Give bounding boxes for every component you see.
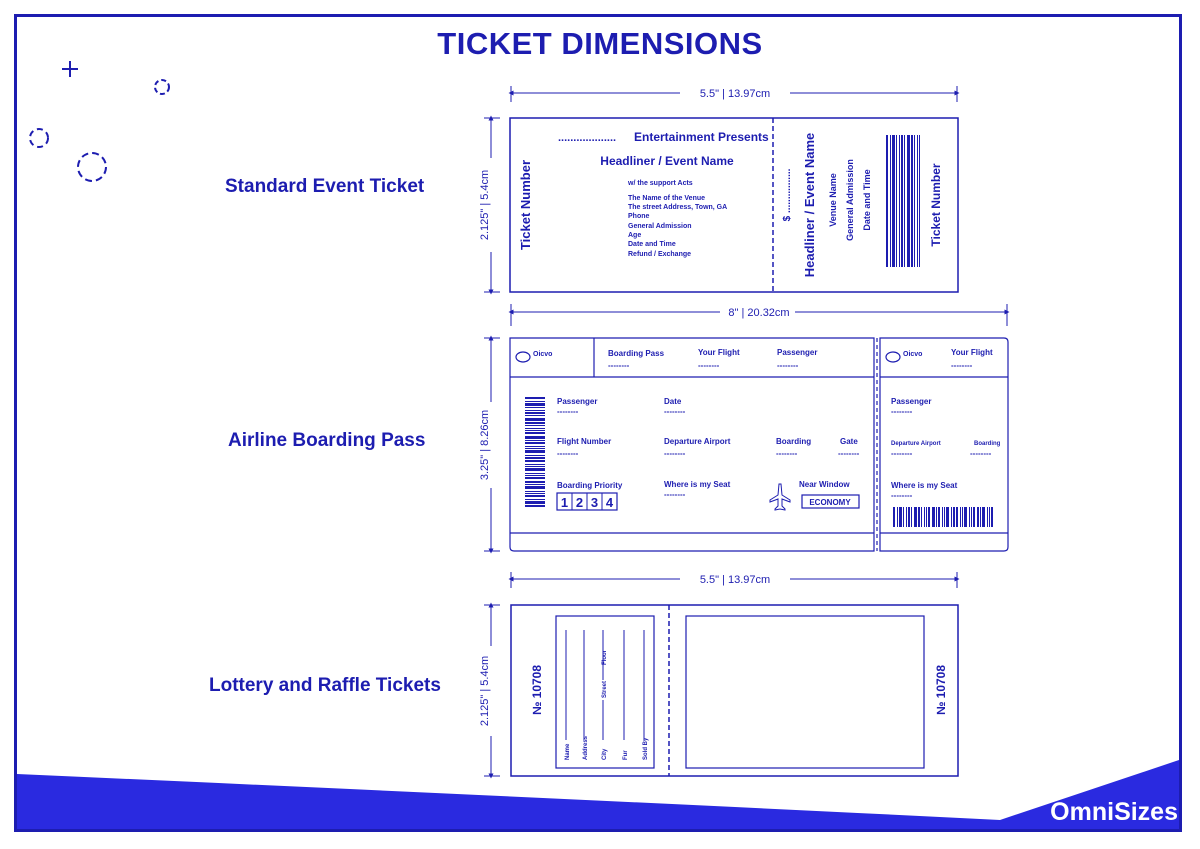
barcode-bar xyxy=(897,507,898,527)
raffle-text xyxy=(530,649,948,760)
barcode-bar xyxy=(886,135,888,267)
barcode-bar xyxy=(969,507,970,527)
blank-line: -------- xyxy=(970,449,992,458)
barcode-bar xyxy=(899,507,902,527)
stub-field-boarding: Boarding xyxy=(974,441,1001,447)
boarding-barcode xyxy=(525,397,545,507)
field-passenger: Passenger xyxy=(557,397,598,406)
detail-line: The street Address, Town, GA xyxy=(628,204,728,211)
field-departure-airport: Departure Airport xyxy=(664,437,731,446)
field-near-window: Near Window xyxy=(799,480,850,489)
row-label-raffle: Lottery and Raffle Tickets xyxy=(209,675,441,696)
barcode-bar xyxy=(525,410,545,411)
barcode-bar xyxy=(525,486,545,489)
field-where-seat: Where is my Seat xyxy=(664,480,731,489)
barcode-bar xyxy=(525,481,545,483)
barcode-bar xyxy=(946,507,949,527)
dashed-circle-icon xyxy=(78,153,106,181)
barcode-bar xyxy=(918,507,920,527)
blank-line: -------- xyxy=(891,449,913,458)
raffle-number-left: № 10708 xyxy=(530,664,544,716)
barcode-bar xyxy=(932,507,935,527)
stub-admission-label: General Admission xyxy=(845,159,855,241)
barcode-bar xyxy=(928,507,930,527)
barcode-bar xyxy=(944,507,945,527)
raffle-number-right: № 10708 xyxy=(934,664,948,716)
event-ticket-height-label: 2.125" | 5.4cm xyxy=(479,169,491,241)
barcode-bar xyxy=(971,507,972,527)
barcode-bar xyxy=(956,507,958,527)
barcode-bar xyxy=(911,135,913,267)
blank-line: -------- xyxy=(698,361,720,370)
barcode-bar xyxy=(908,507,910,527)
decorative-sparkles xyxy=(30,61,169,181)
stub-price-label: $ ................ xyxy=(782,168,793,222)
dashed-circle-icon xyxy=(30,129,48,147)
stub-venue-label: Venue Name xyxy=(828,173,838,227)
airplane-icon xyxy=(770,484,790,510)
barcode-bar xyxy=(525,403,545,406)
stub-field-departure-airport: Departure Airport xyxy=(891,441,941,447)
barcode-bar xyxy=(911,507,912,527)
boarding-pass-height-label: 3.25" | 8.26cm xyxy=(479,409,491,481)
dashed-circle-icon xyxy=(155,80,169,94)
detail-line: Phone xyxy=(628,213,650,220)
raffle-height-label: 2.125" | 5.4cm xyxy=(479,655,491,727)
barcode-bar xyxy=(525,412,545,414)
boarding-pass-text xyxy=(533,348,1001,500)
headliner-label: Headliner / Event Name xyxy=(600,154,734,168)
barcode-bar xyxy=(525,428,545,429)
barcode-bar xyxy=(525,495,545,497)
raffle-field-floor: Floor xyxy=(602,650,608,665)
raffle-width-label: 5.5" | 13.97cm xyxy=(699,574,771,586)
barcode-bar xyxy=(936,507,937,527)
raffle-dimensions xyxy=(484,572,957,776)
boarding-stub-barcode xyxy=(893,507,993,527)
barcode-bar xyxy=(924,507,925,527)
raffle-field-city: City xyxy=(602,748,608,760)
stub-date-label: Date and Time xyxy=(862,169,872,231)
barcode-bar xyxy=(921,507,922,527)
economy-badge xyxy=(802,495,859,508)
barcode-bar xyxy=(525,425,545,426)
barcode-bar xyxy=(962,507,963,527)
detail-line: General Admission xyxy=(628,223,692,230)
stub-barcode xyxy=(886,135,920,267)
barcode-bar xyxy=(903,507,904,527)
row-label-boarding-pass: Airline Boarding Pass xyxy=(228,430,426,451)
barcode-bar xyxy=(525,484,545,485)
barcode-bar xyxy=(982,507,985,527)
blank-line: -------- xyxy=(838,449,860,458)
header-field-passenger: Passenger xyxy=(777,348,818,357)
barcode-bar xyxy=(899,135,900,267)
stub-field-passenger: Passenger xyxy=(891,397,932,406)
raffle-field-name: Name xyxy=(565,743,571,760)
barcode-bar xyxy=(525,448,545,449)
barcode-bar xyxy=(917,135,918,267)
priority-number: 3 xyxy=(590,495,599,510)
barcode-bar xyxy=(525,457,545,459)
barcode-bar xyxy=(964,507,967,527)
support-label: w/ the support Acts xyxy=(628,180,693,187)
barcode-bar xyxy=(525,415,545,416)
blank-line: -------- xyxy=(664,490,686,499)
page-title: TICKET DIMENSIONS xyxy=(437,26,763,61)
brand-logo: OmniSizes xyxy=(1050,798,1178,826)
barcode-bar xyxy=(525,493,545,494)
presents-dots: ................... xyxy=(558,132,617,144)
boarding-pass-width-label: 8" | 20.32cm xyxy=(728,307,790,319)
field-flight-number: Flight Number xyxy=(557,437,612,446)
header-field-boarding-pass: Boarding Pass xyxy=(608,349,665,358)
blank-line: -------- xyxy=(664,449,686,458)
blank-line: -------- xyxy=(891,407,913,416)
barcode-bar xyxy=(525,446,545,447)
barcode-bar xyxy=(893,507,895,527)
stub-logo-text: Oicvo xyxy=(903,351,923,358)
barcode-bar xyxy=(906,507,907,527)
barcode-bar xyxy=(951,507,952,527)
barcode-bar xyxy=(525,440,545,441)
field-boarding-priority: Boarding Priority xyxy=(557,481,623,490)
priority-boxes xyxy=(557,493,617,510)
raffle-field-street: Street xyxy=(602,680,608,698)
barcode-bar xyxy=(914,507,917,527)
stub-headliner-label: Headliner / Event Name xyxy=(802,132,817,278)
raffle-field-sold-by: Sold By xyxy=(643,737,649,760)
barcode-bar xyxy=(525,499,545,500)
event-ticket xyxy=(510,118,958,292)
raffle-field-address: Address xyxy=(583,735,589,760)
priority-number: 4 xyxy=(605,495,614,510)
blank-line: -------- xyxy=(951,361,973,370)
barcode-bar xyxy=(525,505,545,507)
barcode-bar xyxy=(953,507,955,527)
stub-header-field-your-flight: Your Flight xyxy=(951,348,993,357)
logo-text: Oicvo xyxy=(533,351,553,358)
economy-label: ECONOMY xyxy=(809,498,851,507)
blank-line: -------- xyxy=(557,407,579,416)
field-gate: Gate xyxy=(840,437,858,446)
barcode-bar xyxy=(525,473,545,474)
barcode-bar xyxy=(525,422,545,424)
blank-line: -------- xyxy=(777,361,799,370)
presents-label: Entertainment Presents xyxy=(634,130,769,144)
barcode-bar xyxy=(525,464,545,465)
barcode-bar xyxy=(907,135,910,267)
barcode-bar xyxy=(892,135,895,267)
barcode-bar xyxy=(987,507,988,527)
barcode-bar xyxy=(977,507,979,527)
barcode-bar xyxy=(525,501,545,504)
row-label-event-ticket: Standard Event Ticket xyxy=(225,176,425,197)
barcode-bar xyxy=(919,135,920,267)
barcode-bar xyxy=(980,507,981,527)
barcode-bar xyxy=(896,135,897,267)
detail-line: Age xyxy=(628,232,642,239)
barcode-bar xyxy=(973,507,975,527)
detail-line: Refund / Exchange xyxy=(628,251,692,258)
field-boarding: Boarding xyxy=(776,437,812,446)
event-ticket-width-label: 5.5" | 13.97cm xyxy=(699,88,771,100)
barcode-bar xyxy=(904,135,905,267)
ticket-number-label: Ticket Number xyxy=(518,159,533,251)
barcode-bar xyxy=(960,507,961,527)
barcode-bar xyxy=(890,135,891,267)
barcode-bar xyxy=(525,475,545,476)
blank-line: -------- xyxy=(557,449,579,458)
barcode-bar xyxy=(525,455,545,456)
barcode-bar xyxy=(926,507,927,527)
priority-number: 2 xyxy=(575,495,584,510)
detail-line: The Name of the Venue xyxy=(628,195,706,202)
blank-line: -------- xyxy=(891,491,913,500)
raffle-field-fur: Fur xyxy=(623,750,629,760)
barcode-bar xyxy=(525,460,545,462)
barcode-bar xyxy=(942,507,943,527)
barcode-bar xyxy=(525,397,545,399)
blank-line: -------- xyxy=(664,407,686,416)
header-field-your-flight: Your Flight xyxy=(698,348,740,357)
barcode-bar xyxy=(525,466,545,467)
barcode-bar xyxy=(914,135,915,267)
raffle-ticket xyxy=(511,605,958,776)
barcode-bar xyxy=(525,407,545,408)
barcode-bar xyxy=(525,401,545,402)
barcode-bar xyxy=(901,135,903,267)
barcode-bar xyxy=(525,450,545,453)
detail-line: Date and Time xyxy=(628,241,676,248)
barcode-bar xyxy=(525,430,545,431)
bottom-wave-band xyxy=(17,760,1179,829)
barcode-bar xyxy=(525,491,545,492)
barcode-bar xyxy=(525,436,545,439)
barcode-bar xyxy=(525,477,545,479)
barcode-bar xyxy=(525,442,545,444)
barcode-bar xyxy=(525,418,545,421)
stub-field-where-seat: Where is my Seat xyxy=(891,481,958,490)
barcode-bar xyxy=(525,468,545,471)
barcode-bar xyxy=(938,507,940,527)
priority-number: 1 xyxy=(560,495,569,510)
plus-icon xyxy=(62,61,78,77)
barcode-bar xyxy=(525,432,545,434)
blank-line: -------- xyxy=(776,449,798,458)
barcode-bar xyxy=(991,507,993,527)
field-date: Date xyxy=(664,397,682,406)
blank-line: -------- xyxy=(608,361,630,370)
stub-ticket-number-label: Ticket Number xyxy=(929,163,943,247)
barcode-bar xyxy=(989,507,990,527)
